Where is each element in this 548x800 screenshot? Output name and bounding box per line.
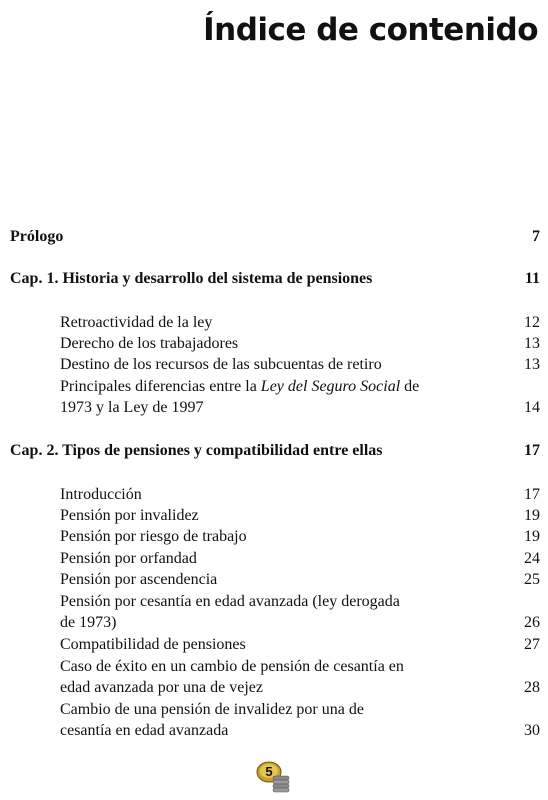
toc-item xyxy=(60,377,419,397)
toc-page-cap1: 11 xyxy=(524,270,540,287)
toc-item-italic-text: Ley del Seguro Social xyxy=(260,378,401,395)
toc-item-page: 19 xyxy=(524,528,540,545)
toc-item-page: 19 xyxy=(524,507,540,524)
toc-item-continuation: 1973 y la Ley de 1997 xyxy=(60,399,204,416)
toc-item-page: 12 xyxy=(524,314,540,331)
toc-page-cap2: 17 xyxy=(524,442,540,459)
toc-item-continuation: de 1973) xyxy=(60,614,117,631)
page-title: Índice de contenido xyxy=(203,12,538,48)
toc-item-continuation: edad avanzada por una de vejez xyxy=(60,679,263,696)
toc-item-page: 27 xyxy=(524,636,540,653)
toc-entry-cap2: Cap. 2. Tipos de pensiones y compatibilidad entre ellas xyxy=(10,442,383,459)
toc-item-page: 17 xyxy=(524,486,540,503)
toc-item: Cambio de una pensión de invalidez por una de xyxy=(60,701,364,718)
toc-item-page: 28 xyxy=(524,679,540,696)
toc-item: Pensión por ascendencia xyxy=(60,571,218,588)
toc-item: Destino de los recursos de las subcuentas de retiro xyxy=(60,356,382,373)
toc-item-text: de xyxy=(400,378,420,395)
toc-item: Caso de éxito en un cambio de pensión de cesantía en xyxy=(60,658,404,675)
toc-item-page: 25 xyxy=(524,571,540,588)
toc-item-page: 13 xyxy=(524,356,540,373)
toc-item-page: 30 xyxy=(524,722,540,739)
toc-item: Retroactividad de la ley xyxy=(60,314,213,331)
toc-page-prologo: 7 xyxy=(532,228,540,245)
toc-item: Introducción xyxy=(60,486,142,503)
toc-item: Pensión por cesantía en edad avanzada (ley derogada xyxy=(60,593,400,610)
toc-item: Derecho de los trabajadores xyxy=(60,335,239,352)
toc-item-continuation: cesantía en edad avanzada xyxy=(60,722,229,739)
toc-item-page: 24 xyxy=(524,550,540,567)
toc-item-page: 26 xyxy=(524,614,540,631)
toc-entry-prologo: Prólogo xyxy=(10,228,64,245)
toc-item-page: 13 xyxy=(524,335,540,352)
toc-item: Pensión por riesgo de trabajo xyxy=(60,528,247,545)
toc-item: Compatibilidad de pensiones xyxy=(60,636,246,653)
toc-item-page: 14 xyxy=(524,399,540,416)
page-number: 5 xyxy=(265,764,273,779)
page-folio xyxy=(256,760,292,794)
toc-entry-cap1: Cap. 1. Historia y desarrollo del sistema de pensiones xyxy=(10,270,373,287)
toc-item-text: Principales diferencias entre la xyxy=(60,378,261,395)
toc-item: Pensión por orfandad xyxy=(60,550,197,567)
toc-item: Pensión por invalidez xyxy=(60,507,199,524)
